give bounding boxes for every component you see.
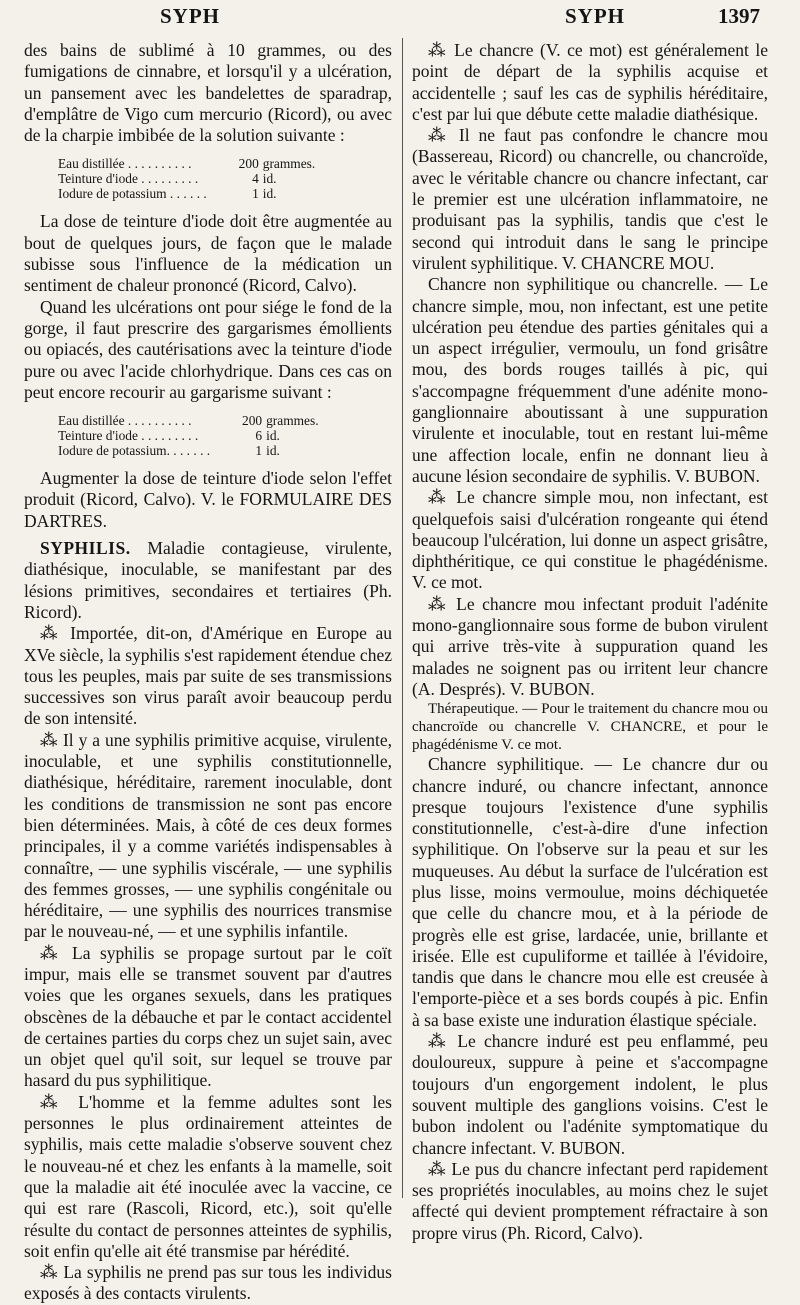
page-number: 1397 [718,4,760,28]
recipe-qty: 1 [255,443,263,459]
paragraph: ⁂ Le chancre simple mou, non infectant, est quelquefois saisi d'ulcération rongeante qui étend beaucoup l'ulcération, lui donne un aspect grisâtre, diphthéritique, ce qui constitue le phagédénisme. V. ce mot. [412,487,768,593]
recipe-item: Teinture d'iode . . . . . . . . . [58,428,199,444]
recipe-item: Teinture d'iode . . . . . . . . . [58,171,199,187]
paragraph: ⁂ Il ne faut pas confondre le chancre mou (Bassereau, Ricord) ou chancrelle, ou chancroïde, avec le véritable chancre ou chancre infectant, car le premier est une ulcération inflammatoire, ne produisant pas la syphilis, tandis que c'est le second qui introduit dans le sang le principe virulent syphilitique. V. CHANCRE MOU. [412,125,768,273]
recipe-qty: 1 [252,186,259,202]
entry-paragraph [24,538,392,623]
recipe-unit: id. [262,186,277,202]
recipe-qty: 6 [255,428,263,444]
paragraph: Chancre syphilitique. — Le chancre dur ou chancre induré, ou chancre infectant, annonce presque toujours l'existence d'une syphilis constitutionnelle, c'est-à-dire d'une infection syphilitique. On l'observe sur la peau et sur les muqueuses. Au début la surface de l'ulcération est plus lisse, moins vermoulue, moins déchiquetée que celle du chancre mou, et à la période de progrès elle est grise, lardacée, unie, brillante et irisée. Elle est cupuliforme et taillée à l'évidoire, tandis que dans le chancre mou elle est creusée à l'emporte-pièce et a ses bords coupés à pic. Enfin à sa base existe une induration élastique spéciale. [412,754,768,1030]
paragraph: ⁂ Le pus du chancre infectant perd rapidement ses propriétés inoculables, au moins chez le sujet affecté qui devient promptement réfractaire à son propre virus (Ph. Ricord, Calvo). [412,1158,768,1243]
recipe-item: Iodure de potassium. . . . . . . [58,443,211,459]
recipe-table [58,413,323,458]
paragraph: ⁂ Il y a une syphilis primitive acquise, virulente, inoculable, et une syphilis constitutionnelle, diathésique, héréditaire, rarement inoculable, dont les conditions de transmission ne sont pas encore bien déterminées. Mais, à côté de ces deux formes principales, il y a comme variétés indispensables à connaître, — une syphilis viscérale, — une syphilis des femmes grosses, — une syphilis congénitale ou héréditaire, — une syphilis des nourrices transmise par le nouveau-né, — et une syphilis infantile. [24,729,392,942]
recipe-row [58,443,323,458]
left-column [24,40,392,1305]
entry-headword: SYPHILIS. [40,538,131,559]
recipe-row [58,413,323,428]
paragraph: Chancre non syphilitique ou chancrelle. — Le chancre simple, mou, non infectant, est une petite ulcération peu étendue des parties génitales qui a un aspect irrégulier, vermoulu, un fond grisâtre mou, des bords rouges taillés à pic, qui s'accompagne fréquemment d'une adénite mono-ganglionnaire aboutissant à une suppuration virulente et inoculable, tout en restant lui-même une affection locale, enfin ne donnant lieu à aucune lésion secondaire de syphilis. V. BUBON. [412,274,768,486]
paragraph: ⁂ La syphilis ne prend pas sur tous les individus exposés à des contacts virulents. [24,1262,392,1304]
recipe-unit: grammes. [262,156,316,172]
recipe-qty: 200 [242,413,263,429]
therapeutics-paragraph: Thérapeutique. — Pour le traitement du chancre mou ou chancroïde ou chancrelle V. CHANCRE, et pour le phagédénisme V. ce mot. [412,701,768,754]
right-column [412,40,768,1244]
paragraph: ⁂ Importée, dit-on, d'Amérique en Europe au XVe siècle, la syphilis s'est rapidement étendue chez tous les peuples, mais par suite de ses transmissions successives son virus paraît avoir beaucoup perdu de son intensité. [24,623,392,729]
recipe-item: Eau distillée . . . . . . . . . . [58,156,192,172]
recipe-item: Iodure de potassium . . . . . . [58,186,207,202]
recipe-row [58,186,319,201]
paragraph: ⁂ Le chancre (V. ce mot) est généralement le point de départ de la syphilis acquise et accidentelle ; sauf les cas de syphilis héréditaire, c'est par lui que débute cette maladie diathésique. [412,40,768,124]
running-head-left: SYPH [160,4,221,28]
recipe-unit: grammes. [266,413,319,429]
recipe-row [58,171,319,186]
entry-definition: Maladie contagieuse, virulente, diathésique, inoculable, se manifestant par des lésions primitives, secondaires et tertiaires (Ph. Ricord). [24,538,392,622]
paragraph: ⁂ Le chancre induré est peu enflammé, peu douloureux, suppure à peine et s'accompagne toujours d'un engorgement indolent, le plus souvent multiple des ganglions voisins. C'est le bubon indolent ou l'adénite symptomatique du chancre infectant. V. BUBON. [412,1031,768,1158]
recipe-row [58,428,323,443]
recipe-qty: 200 [238,156,259,172]
recipe-unit: id. [266,443,280,459]
recipe-table [58,156,319,201]
paragraph: ⁂ L'homme et la femme adultes sont les personnes le plus ordinairement atteintes de syphilis, mais cette maladie s'observe souvent chez le nouveau-né et chez les enfants à la mamelle, soit que la maladie ait été inoculée avec la vaccine, ce qui est rare (Rascoli, Ricord, etc.), soit qu'elle résulte du contact de personnes atteintes de syphilis, soit enfin qu'elle ait été transmise par hérédité. [24,1091,392,1261]
paragraph: des bains de sublimé à 10 grammes, ou des fumigations de cinnabre, et lorsqu'il y a ulcération, un pansement avec les bandelettes de sparadrap, d'emplâtre de Vigo cum mercurio (Ricord), ou avec de la charpie imbibée de la solution suivante : [24,40,392,146]
recipe-unit: id. [266,428,280,444]
paragraph: Quand les ulcérations ont pour siége le fond de la gorge, il faut prescrire des gargarismes émollients ou opiacés, des cautérisations avec la teinture d'iode pure ou avec l'acide chlorhydrique. Dans ces cas on peut encore recourir au gargarisme suivant : [24,296,392,402]
column-divider [402,38,403,1198]
paragraph: Augmenter la dose de teinture d'iode selon l'effet produit (Ricord, Calvo). V. le FORMULAIRE DES DARTRES. [24,468,392,531]
recipe-row [58,156,319,171]
recipe-qty: 4 [252,171,259,187]
paragraph: ⁂ La syphilis se propage surtout par le coït impur, mais elle se transmet souvent par d'autres voies que les organes sexuels, dans les pratiques obscènes de la débauche et par le contact accidentel de certaines parties du corps chez un sujet sain, avec un objet quel qu'il soit, sur lequel se trouve par hasard du pus syphilitique. [24,942,392,1091]
recipe-unit: id. [262,171,277,187]
running-head-right: SYPH [565,4,626,28]
paragraph: La dose de teinture d'iode doit être augmentée au bout de quelques jours, de façon que le malade subisse sous l'influence de la médication un sentiment de chaleur prononcé (Ricord, Calvo). [24,211,392,296]
paragraph: ⁂ Le chancre mou infectant produit l'adénite mono-ganglionnaire sous forme de bubon virulent qui arrive très-vite à suppuration quand les malades ne soignent pas ou irritent leur chancre (A. Després). V. BUBON. [412,593,768,699]
recipe-item: Eau distillée . . . . . . . . . . [58,413,192,429]
